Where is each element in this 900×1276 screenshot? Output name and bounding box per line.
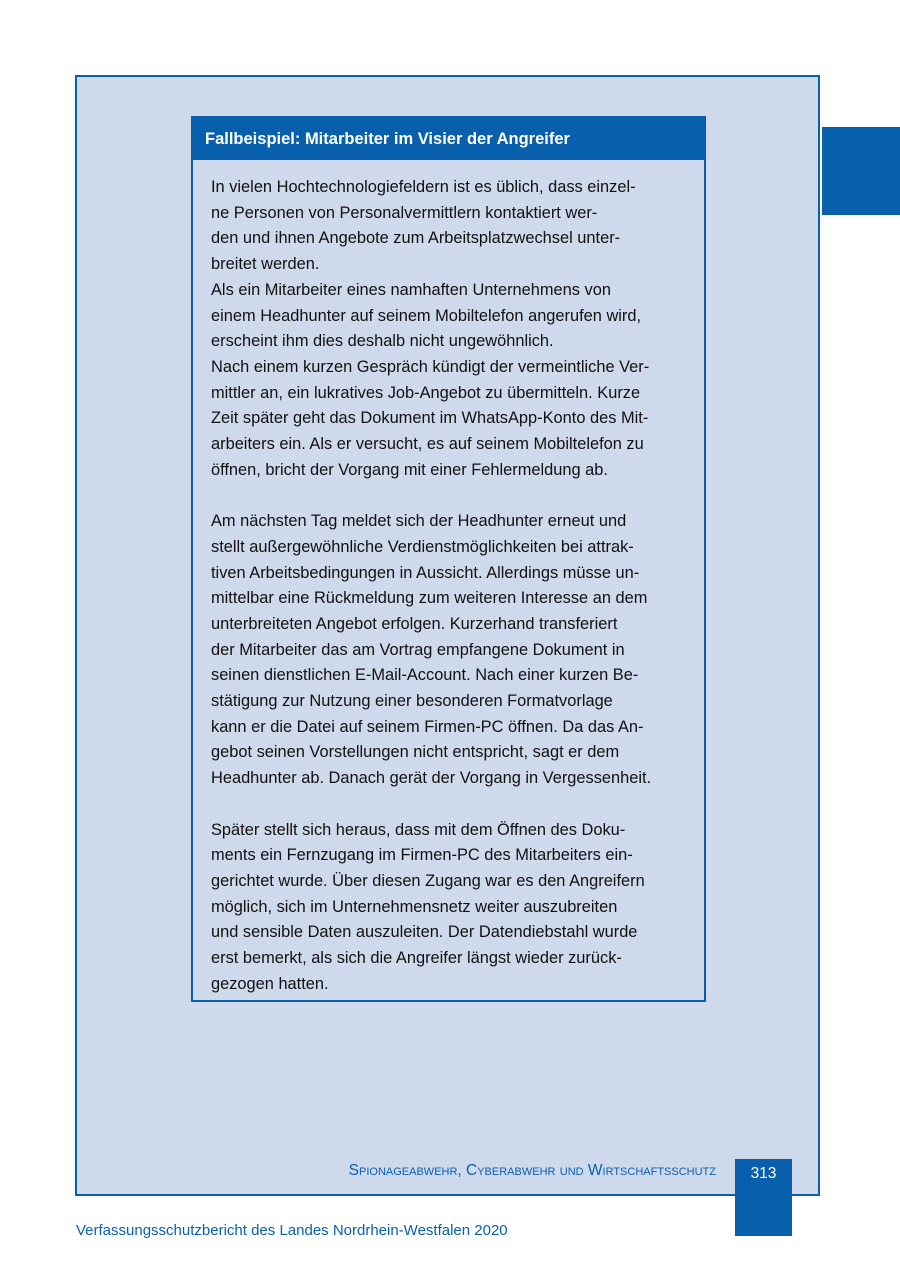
text-line: Als ein Mitarbeiter eines namhaften Unternehmens von [211, 280, 611, 299]
text-line: In vielen Hochtechnologiefeldern ist es üblich, dass einzel- [211, 178, 636, 196]
text-line: mittler an, ein lukratives Job-Angebot zu übermitteln. Kurze [211, 383, 641, 402]
text-line: ments ein Fernzugang im Firmen-PC des Mitarbeiters ein- [211, 846, 633, 865]
case-study-box [191, 116, 706, 1002]
paragraph [211, 175, 690, 278]
text-line: stätigung zur Nutzung einer besonderen Formatvorlage [211, 692, 613, 711]
text-line: gezogen hatten. [211, 974, 329, 993]
text-line: und sensible Daten auszuleiten. Der Datendiebstahl wurde [211, 923, 638, 942]
paragraph [211, 355, 690, 484]
text-line: Zeit später geht das Dokument im WhatsApp-Konto des Mit- [211, 409, 649, 428]
text-line: der Mitarbeiter das am Vortrag empfangene Dokument in [211, 640, 625, 659]
text-line: ne Personen von Personalvermittlern kontaktiert wer- [211, 203, 598, 222]
case-study-body [193, 160, 704, 997]
text-line: Am nächsten Tag meldet sich der Headhunter erneut und [211, 512, 627, 531]
text-line: stellt außergewöhnliche Verdienstmöglichkeiten bei attrak- [211, 537, 634, 556]
chapter-title: Spionageabwehr, Cyberabwehr und Wirtschaftsschutz [348, 1162, 716, 1179]
text-line: erscheint ihm dies deshalb nicht ungewöhnlich. [211, 332, 554, 351]
report-title: Verfassungsschutzbericht des Landes Nordrhein-Westfalen 2020 [76, 1222, 508, 1239]
text-line: tiven Arbeitsbedingungen in Aussicht. Allerdings müsse un- [211, 563, 640, 582]
text-line: mittelbar eine Rückmeldung zum weiteren Interesse an dem [211, 589, 648, 608]
text-line: seinen dienstlichen E-Mail-Account. Nach einer kurzen Be- [211, 666, 639, 685]
text-line: arbeiters ein. Als er versucht, es auf seinem Mobiltelefon zu [211, 435, 644, 454]
text-line: kann er die Datei auf seinem Firmen-PC öffnen. Da das An- [211, 717, 644, 736]
text-line: gebot seinen Vorstellungen nicht entspricht, sagt er dem [211, 743, 620, 762]
text-line: gerichtet wurde. Über diesen Zugang war es den Angreifern [211, 871, 645, 890]
text-line: erst bemerkt, als sich die Angreifer längst wieder zurück- [211, 949, 622, 968]
paragraph [211, 818, 690, 998]
text-line: Nach einem kurzen Gespräch kündigt der vermeintliche Ver- [211, 357, 650, 376]
chapter-side-tab [822, 127, 900, 215]
paragraph [211, 509, 690, 792]
text-line: möglich, sich im Unternehmensnetz weiter auszubreiten [211, 897, 618, 916]
text-line: den und ihnen Angebote zum Arbeitsplatzwechsel unter- [211, 229, 621, 248]
text-line: öffnen, bricht der Vorgang mit einer Fehlermeldung ab. [211, 460, 608, 479]
text-line: breitet werden. [211, 255, 320, 274]
text-line: einem Headhunter auf seinem Mobiltelefon angerufen wird, [211, 306, 642, 325]
page-number: 313 [750, 1165, 777, 1182]
text-line: unterbreiteten Angebot erfolgen. Kurzerhand transferiert [211, 614, 618, 633]
paragraph [211, 278, 690, 355]
text-line: Später stellt sich heraus, dass mit dem Öffnen des Doku- [211, 820, 626, 839]
page-number-block [735, 1159, 792, 1236]
text-line: Headhunter ab. Danach gerät der Vorgang in Vergessenheit. [211, 769, 652, 788]
case-study-title: Fallbeispiel: Mitarbeiter im Visier der Angreifer [193, 118, 704, 160]
